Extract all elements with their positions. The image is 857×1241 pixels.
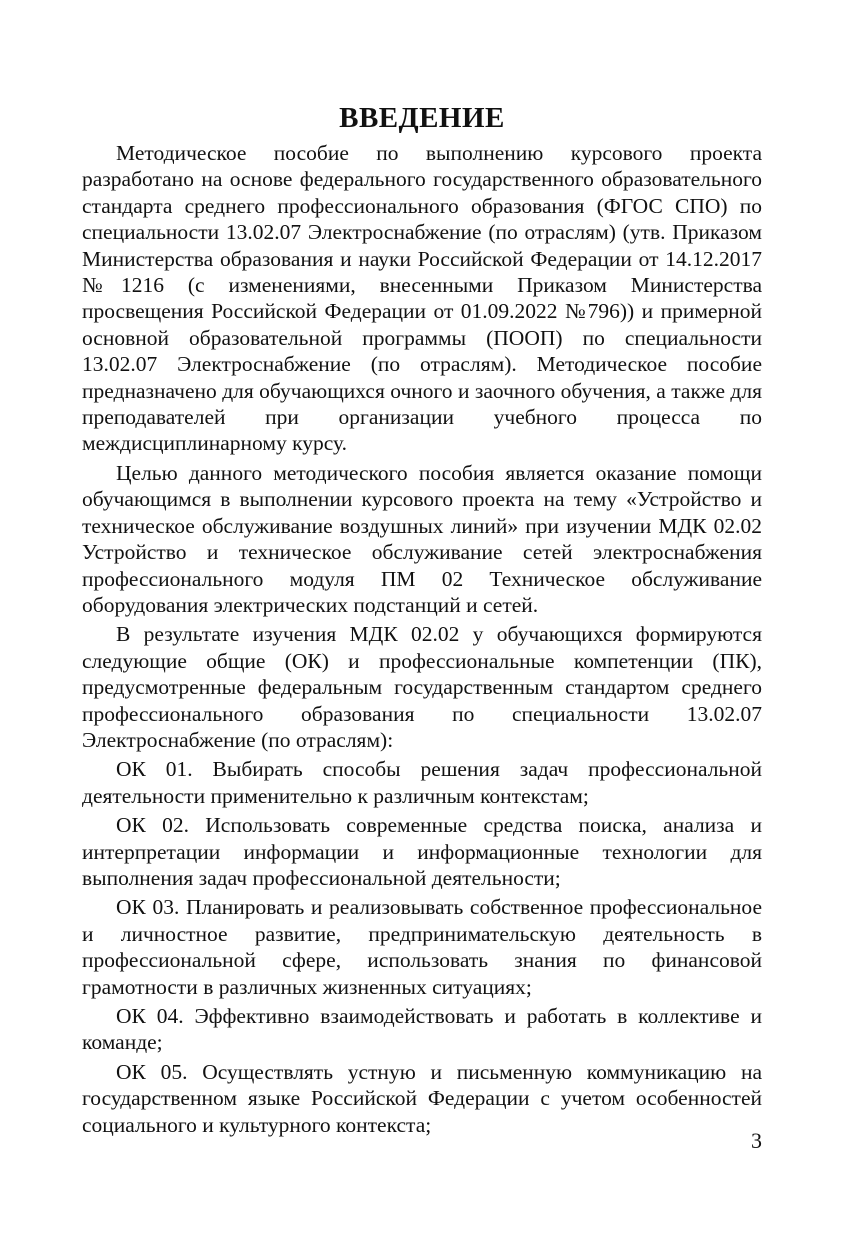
paragraph-goal: Целью данного методического пособия является оказание помощи обучающимся в выполнении курсового проекта на тему «Устройство и техническое обслуживание воздушных линий» при изучении МДК 02.02 Устройство и техническое обслуживание сетей электроснабжения профессионального модуля ПМ 02 Техническое обслуживание оборудования электрических подстанций и сетей. bbox=[82, 460, 762, 617]
page-title: ВВЕДЕНИЕ bbox=[339, 102, 505, 134]
page-number: 3 bbox=[751, 1128, 762, 1153]
competency-ok02: ОК 02. Использовать современные средства поиска, анализа и интерпретации информации и информационные технологии для выполнения задач профессиональной деятельности; bbox=[82, 813, 762, 890]
page-content bbox=[82, 98, 762, 1138]
paragraph-intro: Методическое пособие по выполнению курсового проекта разработано на основе федерального государственного образовательного стандарта среднего профессионального образования (ФГОС СПО) по специальности 13.02.07 Электроснабжение (по отраслям) (утв. Приказом Министерства образования и науки Российской Федерации от 14.12.2017 №1216 (с изменениями, внесенными Приказом Министерства просвещения Российской Федерации от 01.09.2022 №796)) и примерной основной образовательной программы (ПООП) по специальности 13.02.07 Электроснабжение (по отраслям). Методическое пособие предназначено для обучающихся очного и заочного обучения, а также для преподавателей при организации учебного процесса по междисциплинарному курсу. bbox=[82, 141, 762, 456]
competency-ok01: ОК 01. Выбирать способы решения задач профессиональной деятельности применительно к различным контекстам; bbox=[82, 757, 762, 808]
paragraph-competencies: В результате изучения МДК 02.02 у обучающихся формируются следующие общие (ОК) и профессиональные компетенции (ПК), предусмотренные федеральным государственным стандартом среднего профессионального образования по специальности 13.02.07 Электроснабжение (по отраслям): bbox=[82, 622, 762, 752]
competency-ok04: ОК 04. Эффективно взаимодействовать и работать в коллективе и команде; bbox=[82, 1004, 762, 1055]
competency-ok03: ОК 03. Планировать и реализовывать собственное профессиональное и личностное развитие, предпринимательскую деятельность в профессиональной сфере, использовать знания по финансовой грамотности в различных жизненных ситуациях; bbox=[82, 895, 762, 999]
competency-ok05: ОК 05. Осуществлять устную и письменную коммуникацию на государственном языке Российской Федерации с учетом особенностей социального и культурного контекста; bbox=[82, 1059, 762, 1137]
